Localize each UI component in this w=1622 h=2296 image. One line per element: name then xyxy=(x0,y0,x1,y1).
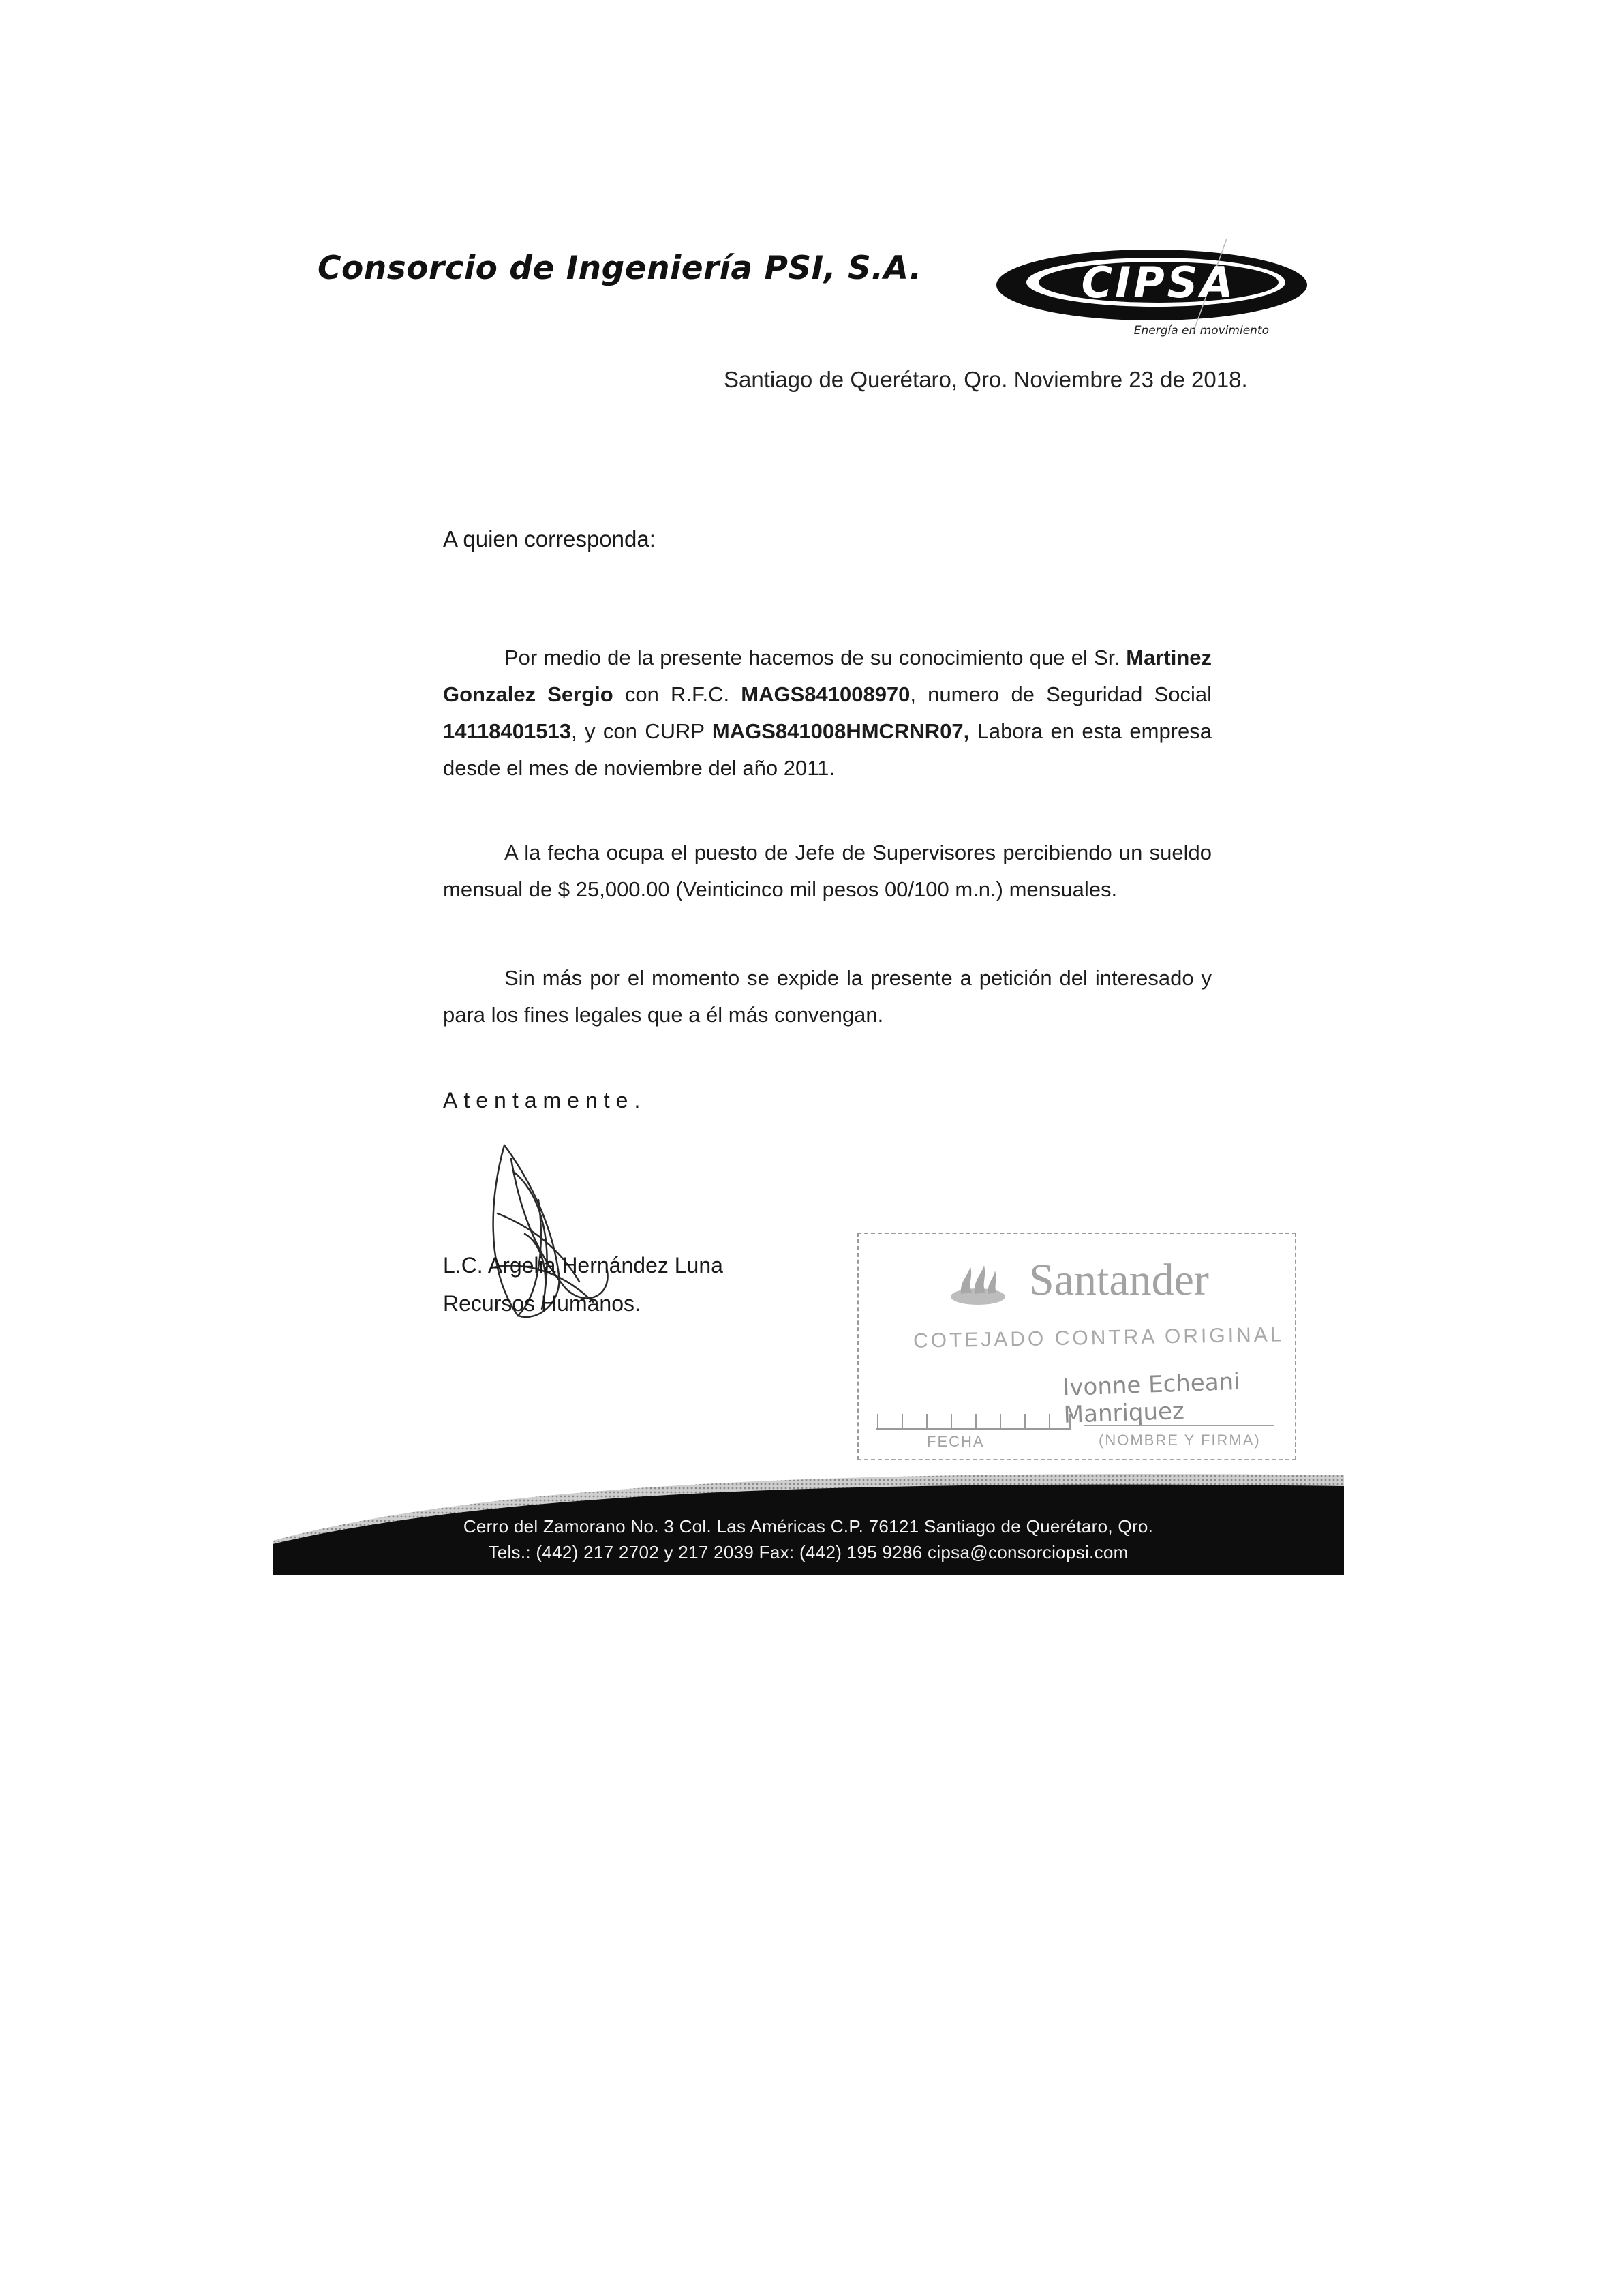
stamp-verification-text: COTEJADO CONTRA ORIGINAL xyxy=(913,1323,1285,1353)
stamp-date-label: FECHA xyxy=(927,1433,985,1450)
stamp-date-boxes xyxy=(875,1404,1073,1432)
footer-address: Cerro del Zamorano No. 3 Col. Las Américas C.P. 76121 Santiago de Querétaro, Qro. xyxy=(463,1516,1154,1537)
stamp-signature-line xyxy=(1084,1425,1274,1426)
paragraph-closing: Sin más por el momento se expide la presente a petición del interesado y para los fines legales que a él más convengan. xyxy=(443,966,1212,1027)
cipsa-logo xyxy=(988,232,1315,348)
logo-wordmark: CIPSA xyxy=(1081,258,1236,307)
logo-tagline: Energía en movimiento xyxy=(1133,324,1269,337)
flame-icon xyxy=(947,1261,1009,1309)
stamp-name-label: (NOMBRE Y FIRMA) xyxy=(1099,1432,1261,1449)
company-name: Consorcio de Ingeniería PSI, S.A. xyxy=(318,250,922,287)
date-line: Santiago de Querétaro, Qro. Noviembre 23 de 2018. xyxy=(724,367,1248,392)
salutation: A quien corresponda: xyxy=(443,526,656,552)
stamp-signer-name: Ivonne Echeani Manriquez xyxy=(1062,1368,1241,1429)
rfc-value: MAGS841008970 xyxy=(741,682,911,706)
footer-contact: Tels.: (442) 217 2702 y 217 2039 Fax: (442) 195 9286 cipsa@consorciopsi.com xyxy=(488,1542,1129,1562)
closing-salutation: Atentamente. xyxy=(443,1088,647,1113)
curp-value: MAGS841008HMCRNR07, xyxy=(711,719,970,743)
signer-name: L.C. Argelia Hernández Luna xyxy=(443,1253,723,1278)
stamp-bank-name: Santander xyxy=(1029,1255,1209,1305)
paragraph-employment: Por medio de la presente hacemos de su conocimiento que el Sr. Martinez Gonzalez Sergio con R.F.C. MAGS841008970, numero de Seguridad Social 14118401513, y con CURP MAGS841008HMCRNR07, Labora en esta empresa desde el mes de noviembre del año 2011. xyxy=(443,646,1212,780)
bank-stamp xyxy=(857,1233,1296,1460)
signer-department: Recursos Humanos. xyxy=(443,1291,641,1316)
employee-name: Martinez Gonzalez Sergio xyxy=(443,646,1212,706)
nss-value: 14118401513 xyxy=(443,719,571,743)
paragraph-salary: A la fecha ocupa el puesto de Jefe de Supervisores percibiendo un sueldo mensual de $ 25,000.00 (Veinticinco mil pesos 00/100 m.n.) mensuales. xyxy=(443,841,1212,901)
signer-block xyxy=(443,1246,723,1323)
